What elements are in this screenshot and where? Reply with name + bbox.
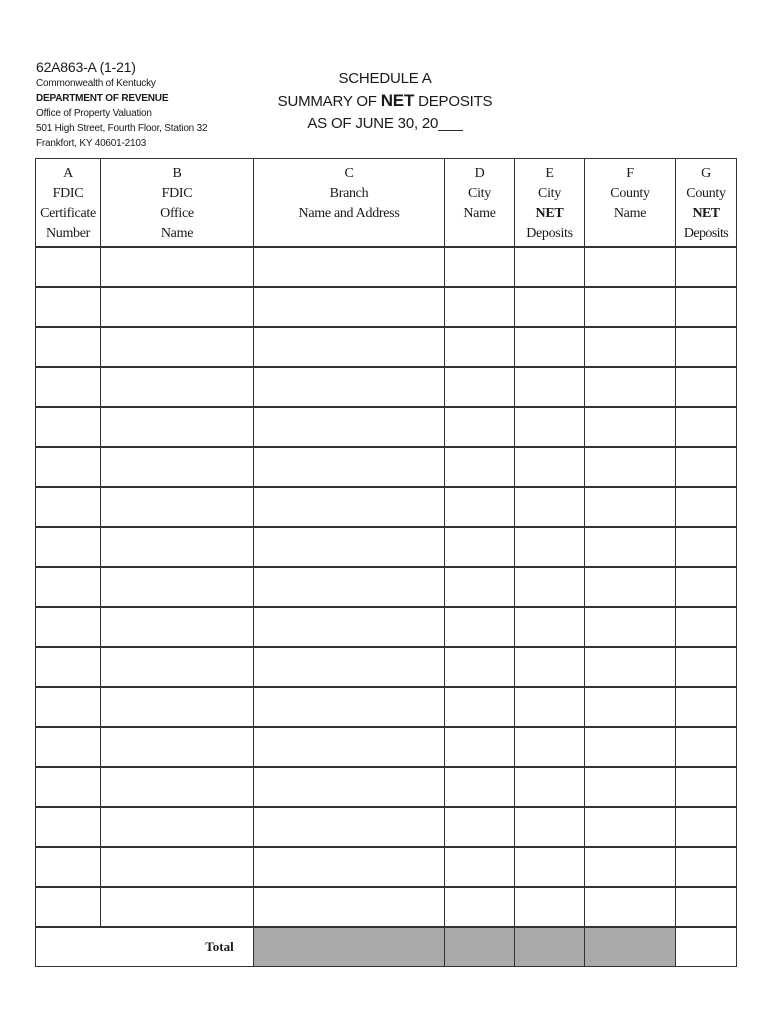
entry-cell-a[interactable] [36,687,101,727]
entry-cell-d[interactable] [445,447,515,487]
entry-cell-a[interactable] [36,407,101,447]
table-row [36,327,737,367]
col-letter: A [63,166,73,181]
col-letter: E [545,166,554,181]
entry-cell-d[interactable] [445,487,515,527]
entry-cell-g[interactable] [676,767,737,807]
entry-cell-c[interactable] [254,887,445,927]
column-header-row [36,159,737,248]
entry-cell-a[interactable] [36,647,101,687]
col-label: Office [160,206,194,221]
table-row [36,607,737,647]
col-label: Name [613,206,647,221]
entry-cell-e[interactable] [515,767,585,807]
entry-cell-e[interactable] [515,247,585,287]
entry-cell-f[interactable] [585,807,676,847]
entry-cell-f[interactable] [585,607,676,647]
entry-cell-b[interactable] [101,567,254,607]
entry-cell-c[interactable] [254,727,445,767]
entry-cell-b[interactable] [101,887,254,927]
col-e-header [515,159,585,248]
total-row [36,927,737,967]
col-g-header [676,159,737,248]
entry-cell-f[interactable] [585,687,676,727]
col-label: Certificate [40,206,96,221]
entry-cell-a[interactable] [36,527,101,567]
entry-cell-d[interactable] [445,527,515,567]
entry-cell-g[interactable] [676,727,737,767]
table-row [36,687,737,727]
entry-cell-f[interactable] [585,327,676,367]
entry-cell-f[interactable] [585,407,676,447]
col-label-bold: NET [692,206,720,221]
entry-cell-d[interactable] [445,367,515,407]
schedule-title-line3: AS OF JUNE 30, 20___ [307,115,463,132]
col-d-header [445,159,515,248]
title-net: NET [380,91,415,110]
col-letter: F [626,166,634,181]
entry-cell-f[interactable] [585,647,676,687]
col-letter: D [474,166,485,181]
entry-cell-c[interactable] [254,247,445,287]
title-prefix: SUMMARY OF [277,93,381,110]
col-label: Name [160,226,194,241]
col-label: County [610,186,650,201]
entry-cell-d[interactable] [445,847,515,887]
entry-cell-d[interactable] [445,687,515,727]
table-row [36,527,737,567]
table-row [36,847,737,887]
table-row [36,807,737,847]
col-label-bold: NET [535,206,564,221]
entry-cell-c[interactable] [254,367,445,407]
entry-cell-e[interactable] [515,567,585,607]
entry-cell-a[interactable] [36,807,101,847]
entry-cell-b[interactable] [101,447,254,487]
entry-cell-c[interactable] [254,687,445,727]
col-label: City [538,186,561,201]
entry-cell-c[interactable] [254,567,445,607]
entry-cell-a[interactable] [36,247,101,287]
entry-cell-a[interactable] [36,727,101,767]
entry-cell-d[interactable] [445,727,515,767]
table-row [36,407,737,447]
entry-cell-e[interactable] [515,607,585,647]
col-label [676,204,736,244]
entry-cell-d[interactable] [445,287,515,327]
entry-cell-b[interactable] [101,607,254,647]
entry-cell-b[interactable] [101,287,254,327]
entry-cell-b[interactable] [101,407,254,447]
col-f-header [585,159,676,248]
entry-cell-e[interactable] [515,447,585,487]
entry-cell-d[interactable] [445,407,515,447]
entry-cell-a[interactable] [36,287,101,327]
col-letter: G [701,166,711,181]
entry-cell-b[interactable] [101,807,254,847]
entry-cell-g[interactable] [676,367,737,407]
entry-cell-b[interactable] [101,847,254,887]
col-a-header [36,159,101,248]
entry-cell-f[interactable] [585,567,676,607]
table-row [36,727,737,767]
entry-cell-e[interactable] [515,847,585,887]
entry-cell-e[interactable] [515,647,585,687]
entry-cell-d[interactable] [445,567,515,607]
total-label: Total [36,927,254,967]
entry-cell-a[interactable] [36,327,101,367]
entry-cell-g[interactable] [676,807,737,847]
agency-state: Commonwealth of Kentucky [36,78,156,89]
entry-cell-e[interactable] [515,287,585,327]
entry-cell-a[interactable] [36,847,101,887]
col-c-header [254,159,445,248]
entry-cell-g[interactable] [676,327,737,367]
entry-cell-e[interactable] [515,807,585,847]
table-row [36,287,737,327]
entry-cell-c[interactable] [254,527,445,567]
col-label-rest: Deposits [526,226,573,241]
col-label: Name [463,206,496,221]
entry-cell-g[interactable] [676,287,737,327]
entry-cell-g[interactable] [676,447,737,487]
entry-cell-a[interactable] [36,447,101,487]
col-letter: C [344,166,354,181]
col-label: FDIC [52,186,84,201]
entry-cell-b[interactable] [101,527,254,567]
entry-cell-g[interactable] [676,647,737,687]
entry-cell-d[interactable] [445,767,515,807]
table-row [36,767,737,807]
schedule-table [35,158,737,967]
entry-cell-f[interactable] [585,887,676,927]
col-label: Name and Address [298,206,400,221]
entry-cell-b[interactable] [101,647,254,687]
entry-cell-g[interactable] [676,607,737,647]
table-row [36,247,737,287]
entry-cell-g[interactable] [676,247,737,287]
entry-cell-a[interactable] [36,767,101,807]
entry-cell-e[interactable] [515,327,585,367]
col-label-rest: Deposits [683,226,729,241]
col-letter: B [172,166,182,181]
agency-office: Office of Property Valuation [36,108,152,119]
entry-cell-d[interactable] [445,887,515,927]
entry-cell-f[interactable] [585,287,676,327]
total-cell-c [254,927,445,967]
entry-cell-a[interactable] [36,367,101,407]
entry-cell-c[interactable] [254,647,445,687]
entry-cell-c[interactable] [254,287,445,327]
entry-cell-e[interactable] [515,407,585,447]
entry-cell-b[interactable] [101,487,254,527]
entry-cell-a[interactable] [36,607,101,647]
entry-cell-e[interactable] [515,687,585,727]
entry-cell-c[interactable] [254,447,445,487]
schedule-title [270,68,500,135]
table-row [36,887,737,927]
table-row [36,447,737,487]
agency-department: DEPARTMENT OF REVENUE [36,93,169,104]
title-suffix: DEPOSITS [414,93,493,110]
entry-cell-a[interactable] [36,567,101,607]
entry-cell-b[interactable] [101,367,254,407]
total-cell-e[interactable] [515,927,585,967]
entry-cell-c[interactable] [254,767,445,807]
col-label: County [686,186,726,201]
entry-cell-g[interactable] [676,887,737,927]
col-b-header [101,159,254,248]
entry-cell-b[interactable] [101,247,254,287]
entry-cell-f[interactable] [585,247,676,287]
entry-cell-d[interactable] [445,327,515,367]
entry-cell-e[interactable] [515,367,585,407]
entry-cell-b[interactable] [101,767,254,807]
entry-cell-f[interactable] [585,367,676,407]
schedule-title-line1: SCHEDULE A [338,70,432,87]
entry-cell-b[interactable] [101,327,254,367]
entry-cell-f[interactable] [585,527,676,567]
entry-cell-d[interactable] [445,247,515,287]
col-label: Number [45,226,91,241]
entry-cell-g[interactable] [676,847,737,887]
form-id: 62A863-A (1-21) [36,59,136,75]
entry-cell-e[interactable] [515,887,585,927]
total-cell-f [585,927,676,967]
table-row [36,647,737,687]
table-row [36,367,737,407]
entry-cell-c[interactable] [254,327,445,367]
col-label [515,204,584,244]
entry-cell-e[interactable] [515,487,585,527]
entry-cell-c[interactable] [254,407,445,447]
schedule-title-line2 [270,90,500,113]
entry-cell-c[interactable] [254,607,445,647]
col-label: FDIC [161,186,193,201]
col-label: City [468,186,491,201]
entry-cell-g[interactable] [676,407,737,447]
entry-cell-a[interactable] [36,887,101,927]
entry-cell-g[interactable] [676,687,737,727]
col-label: Branch [329,186,369,201]
entry-cell-g[interactable] [676,487,737,527]
entry-cell-f[interactable] [585,487,676,527]
agency-city: Frankfort, KY 40601-2103 [36,138,147,149]
entry-cell-a[interactable] [36,487,101,527]
entry-cell-c[interactable] [254,807,445,847]
entry-cell-e[interactable] [515,727,585,767]
entry-cell-g[interactable] [676,527,737,567]
entry-cell-b[interactable] [101,687,254,727]
entry-cell-b[interactable] [101,727,254,767]
entry-cell-f[interactable] [585,847,676,887]
entry-cell-f[interactable] [585,727,676,767]
entry-cell-d[interactable] [445,807,515,847]
entry-cell-c[interactable] [254,847,445,887]
entry-cell-g[interactable] [676,567,737,607]
total-cell-g[interactable] [676,927,737,967]
entry-cell-c[interactable] [254,487,445,527]
agency-street: 501 High Street, Fourth Floor, Station 32 [36,123,208,134]
form-header-left [36,60,207,151]
entry-cell-f[interactable] [585,447,676,487]
entry-cell-f[interactable] [585,767,676,807]
entry-cell-d[interactable] [445,607,515,647]
entry-cell-e[interactable] [515,527,585,567]
total-cell-d [445,927,515,967]
table-row [36,567,737,607]
table-row [36,487,737,527]
entry-cell-d[interactable] [445,647,515,687]
